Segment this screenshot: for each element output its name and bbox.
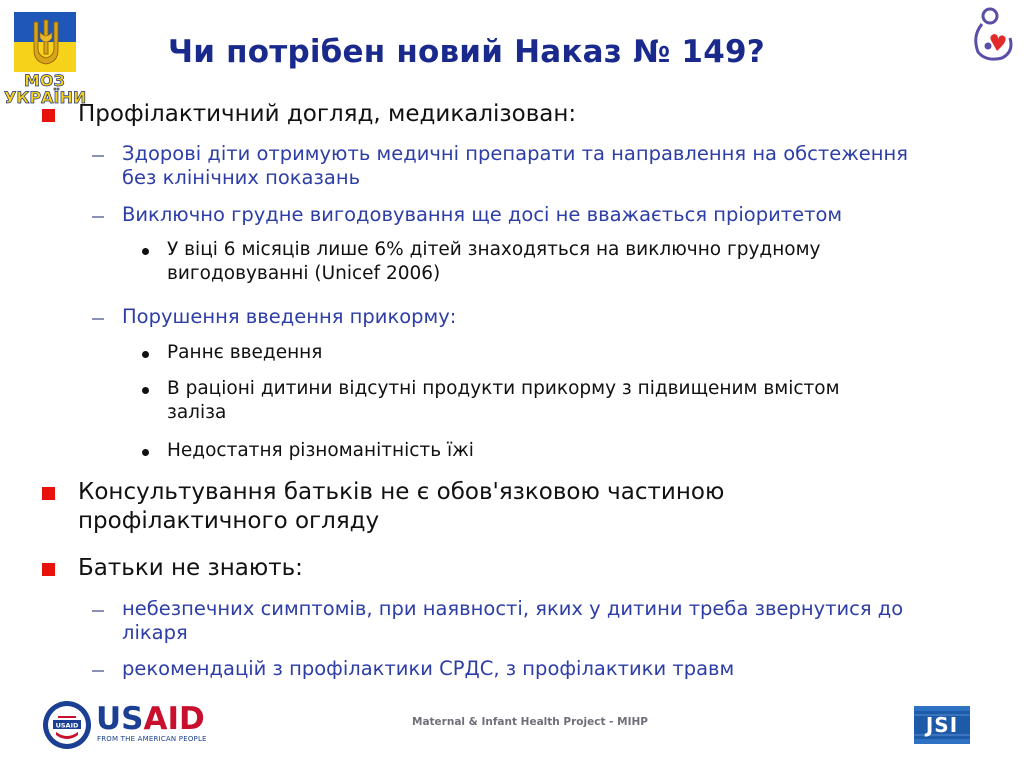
dot-bullet: [142, 449, 149, 456]
square-bullet: [42, 487, 55, 500]
bullet-1-sub-2: Виключно грудне вигодовування ще досі не вважається пріоритетом: [122, 203, 843, 226]
bullet-1-sub-2-detail-line1: У віці 6 місяців лише 6% дітей знаходяться на виключно грудному: [167, 239, 821, 260]
dash-bullet: [92, 318, 104, 320]
bullet-1: Профілактичний догляд, медикалізован:: [78, 101, 577, 127]
bullet-3-sub-2: рекомендацій з профілактики СРДС, з профілактики травм: [122, 657, 735, 680]
page-title: Чи потрібен новий Наказ № 149?: [168, 34, 765, 70]
bullet-1-sub-3: Порушення введення прикорму:: [122, 305, 457, 328]
bullet-1-sub-1-line2: без клінічних показань: [122, 166, 361, 189]
usaid-tagline: FROM THE AMERICAN PEOPLE: [97, 735, 207, 743]
footer-project-text: Maternal & Infant Health Project - MIHP: [412, 716, 648, 728]
bullet-1-sub-3-detail-3: Недостатня різноманітність їжі: [167, 440, 474, 461]
ukraine-coat-of-arms-icon: [31, 18, 61, 66]
usaid-wordmark: USAID: [96, 701, 205, 737]
dash-bullet: [92, 670, 104, 672]
bullet-2-line1: Консультування батьків не є обов'язковою частиною: [78, 479, 725, 505]
bullet-3: Батьки не знають:: [78, 555, 303, 581]
bullet-1-sub-2-detail-line2: вигодовуванні (Unicef 2006): [167, 263, 441, 284]
usaid-seal-icon: [42, 700, 92, 750]
bullet-3-sub-1-line2: лікаря: [122, 621, 188, 644]
jsi-logo-icon: [914, 706, 970, 744]
dot-bullet: [142, 387, 149, 394]
svg-text:USAID: USAID: [55, 721, 79, 730]
bullet-1-sub-3-detail-2-line2: заліза: [167, 402, 227, 423]
bullet-1-sub-1-line1: Здорові діти отримують медичні препарати та направлення на обстеження: [122, 142, 909, 165]
ukraine-flag: [14, 12, 76, 72]
dash-bullet: [92, 216, 104, 218]
bullet-3-sub-1-line1: небезпечних симптомів, при наявності, яких у дитини треба звернутися до: [122, 597, 904, 620]
bullet-2-line2: профілактичного огляду: [78, 508, 380, 534]
mother-child-heart-icon: [968, 6, 1018, 64]
dash-bullet: [92, 155, 104, 157]
dash-bullet: [92, 610, 104, 612]
jsi-label: JSI: [925, 713, 959, 737]
dot-bullet: [142, 351, 149, 358]
bullet-1-sub-3-detail-2-line1: В раціоні дитини відсутні продукти прикорму з підвищеним вмістом: [167, 378, 840, 399]
bullet-1-sub-3-detail-1: Раннє введення: [167, 342, 323, 363]
dot-bullet: [142, 248, 149, 255]
moz-ukraine-logo: [4, 8, 87, 116]
moz-label: МОЗ УКРАЇНИ: [4, 71, 87, 107]
square-bullet: [42, 109, 55, 122]
square-bullet: [42, 563, 55, 576]
